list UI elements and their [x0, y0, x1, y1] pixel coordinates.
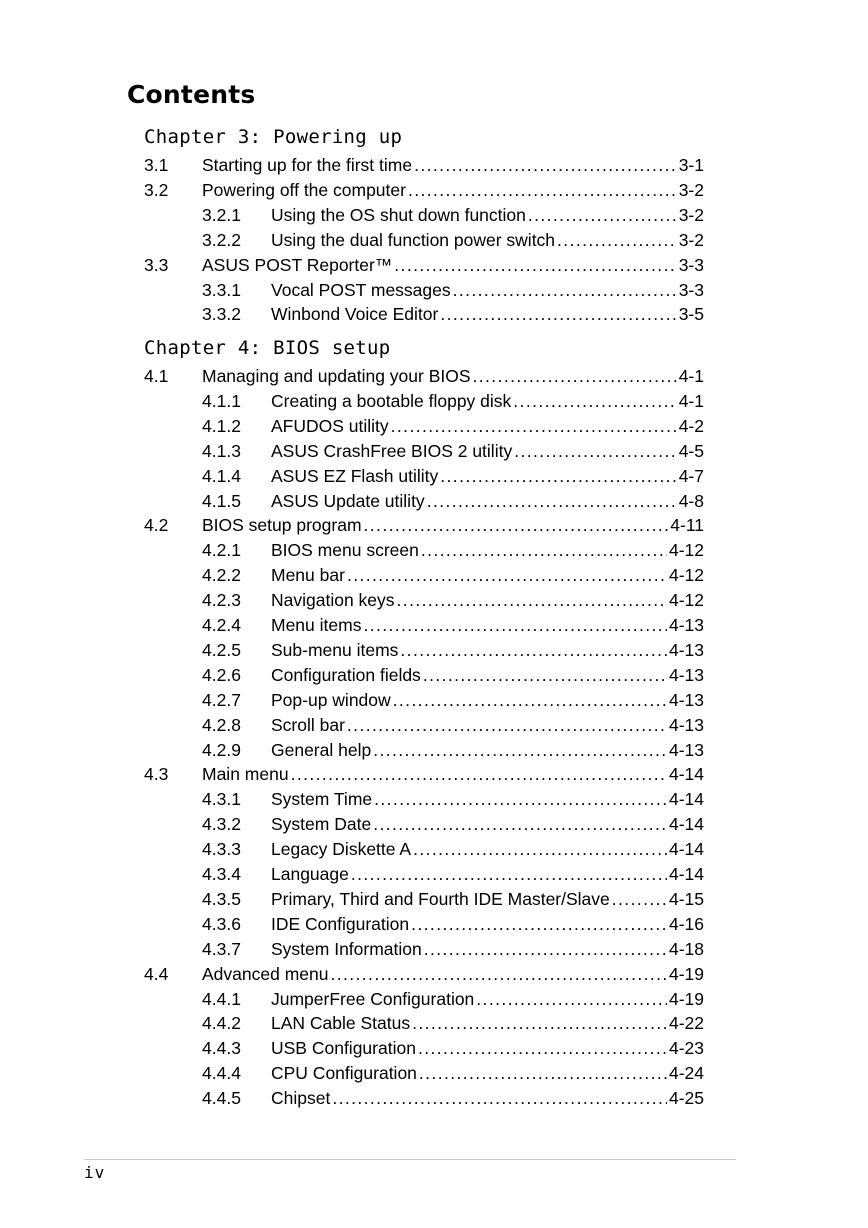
section-number: 4.3.6	[202, 913, 241, 934]
section-title: System Date	[271, 814, 372, 835]
section-title: CPU Configuration	[271, 1063, 417, 1084]
page-reference: 4-14	[668, 839, 704, 860]
page-reference: 4-25	[668, 1088, 704, 1109]
section-number: 4.1.2	[202, 415, 241, 436]
section-title: Using the OS shut down function	[271, 204, 526, 225]
section-title: Primary, Third and Fourth IDE Master/Slave	[271, 888, 610, 909]
section-title: JumperFree Configuration	[271, 988, 475, 1009]
page-reference: 4-12	[668, 590, 704, 611]
section-title: Configuration fields	[271, 664, 421, 685]
toc-entry[interactable]	[0, 688, 868, 712]
section-number: 3.3.2	[202, 304, 241, 325]
toc-entry[interactable]	[0, 414, 868, 438]
toc-entry[interactable]	[0, 987, 868, 1011]
page-reference: 4-14	[668, 814, 704, 835]
dot-leader	[363, 613, 667, 637]
toc-entry[interactable]	[0, 937, 868, 961]
page-reference: 4-24	[668, 1063, 704, 1084]
toc-entry[interactable]	[0, 1086, 868, 1110]
section-title: BIOS setup program	[202, 515, 362, 536]
toc-entry[interactable]	[0, 638, 868, 662]
page-reference: 4-1	[678, 366, 704, 386]
dot-leader	[419, 1061, 667, 1085]
dot-leader	[513, 389, 676, 413]
toc-entry[interactable]	[0, 1011, 868, 1035]
page-reference: 4-22	[668, 1013, 704, 1034]
page-reference: 4-14	[668, 764, 704, 785]
section-number: 4.2.9	[202, 739, 241, 760]
dot-leader	[393, 688, 667, 712]
page-reference: 4-16	[668, 913, 704, 934]
dot-leader	[427, 489, 677, 513]
toc-entry[interactable]	[0, 513, 868, 537]
toc-entry[interactable]	[0, 588, 868, 612]
page-reference: 4-2	[678, 415, 704, 436]
page-reference: 4-12	[668, 540, 704, 561]
page-reference: 4-13	[668, 639, 704, 660]
toc-entry[interactable]	[0, 837, 868, 861]
dot-leader	[332, 1086, 667, 1110]
toc-entry[interactable]	[0, 489, 868, 513]
dot-leader	[411, 912, 667, 936]
page-reference: 3-5	[678, 304, 704, 325]
section-title: Menu items	[271, 615, 362, 635]
toc-entry[interactable]	[0, 812, 868, 836]
section-number: 4.2.3	[202, 590, 241, 611]
section-number: 4.2.4	[202, 615, 241, 635]
section-title: Chipset	[271, 1088, 331, 1109]
section-number: 4.4	[144, 963, 169, 984]
footer-page-number: iv	[84, 1163, 106, 1182]
dot-leader	[412, 1011, 667, 1035]
dot-leader	[440, 464, 676, 488]
section-title: General help	[271, 739, 372, 760]
section-number: 4.2.8	[202, 714, 241, 735]
dot-leader	[397, 588, 667, 612]
page-reference: 3-2	[678, 229, 704, 250]
dot-leader	[424, 937, 667, 961]
toc-entry[interactable]	[0, 538, 868, 562]
section-number: 3.3	[144, 254, 169, 275]
page-reference: 4-12	[668, 565, 704, 586]
page-reference: 3-2	[678, 179, 704, 200]
toc-entry[interactable]	[0, 787, 868, 811]
toc-entry[interactable]	[0, 389, 868, 413]
page-reference: 3-3	[678, 254, 704, 275]
section-title: Legacy Diskette A	[271, 839, 412, 860]
toc-entry[interactable]	[0, 464, 868, 488]
page-reference: 4-11	[670, 515, 704, 536]
section-title: LAN Cable Status	[271, 1013, 411, 1034]
section-title: Main menu	[202, 764, 289, 785]
section-title: Sub-menu items	[271, 639, 399, 660]
toc-entry[interactable]	[0, 228, 868, 252]
section-title: Menu bar	[271, 565, 345, 586]
section-title: USB Configuration	[271, 1038, 416, 1059]
page-reference: 4-8	[678, 490, 704, 511]
toc-entry[interactable]	[0, 563, 868, 587]
dot-leader	[400, 638, 667, 662]
section-title: Pop-up window	[271, 689, 391, 710]
dot-leader	[440, 302, 676, 326]
section-number: 4.4.1	[202, 988, 241, 1009]
section-number: 4.3	[144, 764, 169, 785]
dot-leader	[374, 787, 667, 811]
section-number: 4.3.5	[202, 888, 241, 909]
section-title: ASUS EZ Flash utility	[271, 465, 439, 486]
page-reference: 4-13	[668, 664, 704, 685]
page-reference: 4-7	[678, 465, 704, 486]
dot-leader	[413, 837, 667, 861]
toc-entry[interactable]	[0, 1036, 868, 1060]
toc-entry[interactable]	[0, 153, 868, 177]
dot-leader	[330, 962, 666, 986]
section-title: System Time	[271, 789, 373, 810]
section-title: ASUS Update utility	[271, 490, 425, 511]
section-number: 4.1	[144, 366, 169, 386]
dot-leader	[528, 203, 677, 227]
toc-entry[interactable]	[0, 912, 868, 936]
dot-leader	[351, 862, 667, 886]
page-reference: 4-13	[668, 739, 704, 760]
section-number: 3.1	[144, 155, 169, 175]
page-reference: 4-19	[668, 988, 704, 1009]
section-number: 4.4.3	[202, 1038, 241, 1059]
toc-entry[interactable]	[0, 178, 868, 202]
toc-entry[interactable]	[0, 762, 868, 786]
dot-leader	[414, 153, 677, 177]
section-title: Language	[271, 864, 349, 884]
dot-leader	[347, 563, 667, 587]
section-title: ASUS POST Reporter™	[202, 254, 393, 275]
toc-entry[interactable]	[0, 253, 868, 277]
section-title: AFUDOS utility	[271, 415, 389, 436]
section-number: 4.3.3	[202, 839, 241, 860]
toc-entry[interactable]	[0, 713, 868, 737]
section-number: 4.4.5	[202, 1088, 241, 1109]
section-number: 3.2.1	[202, 204, 241, 225]
dot-leader	[476, 987, 667, 1011]
section-title: System Information	[271, 938, 422, 959]
page-reference: 4-13	[668, 714, 704, 735]
dot-leader	[373, 738, 667, 762]
dot-leader	[557, 228, 677, 252]
dot-leader	[373, 812, 667, 836]
section-title: Scroll bar	[271, 714, 345, 735]
section-number: 4.2.6	[202, 664, 241, 685]
section-number: 4.2	[144, 515, 169, 536]
chapter-4-heading: Chapter 4: BIOS setup	[144, 337, 391, 359]
page-reference: 4-13	[668, 615, 704, 635]
page-reference: 4-5	[678, 440, 704, 461]
toc-entry[interactable]	[0, 439, 868, 463]
dot-leader	[291, 762, 667, 786]
section-number: 4.2.1	[202, 540, 241, 561]
section-title: Advanced menu	[202, 963, 329, 984]
dot-leader	[453, 278, 677, 302]
page-reference: 3-3	[678, 279, 704, 300]
section-number: 4.1.4	[202, 465, 241, 486]
dot-leader	[347, 713, 667, 737]
section-title: ASUS CrashFree BIOS 2 utility	[271, 440, 513, 461]
toc-entry[interactable]	[0, 278, 868, 302]
section-title: Managing and updating your BIOS	[202, 366, 471, 386]
toc-entry[interactable]	[0, 302, 868, 326]
toc-entry[interactable]	[0, 862, 868, 886]
section-number: 4.3.7	[202, 938, 241, 959]
dot-leader	[391, 414, 677, 438]
section-title: Starting up for the first time	[202, 155, 413, 175]
page-reference: 4-19	[668, 963, 704, 984]
section-number: 4.1.5	[202, 490, 241, 511]
dot-leader	[364, 513, 669, 537]
section-number: 3.2	[144, 179, 169, 200]
dot-leader	[418, 1036, 667, 1060]
footer-divider	[84, 1159, 736, 1160]
section-number: 4.2.2	[202, 565, 241, 586]
section-number: 4.2.5	[202, 639, 241, 660]
section-number: 4.3.4	[202, 864, 241, 884]
section-title: BIOS menu screen	[271, 540, 419, 561]
section-title: Powering off the computer	[202, 179, 406, 200]
page-reference: 4-18	[668, 938, 704, 959]
section-number: 3.3.1	[202, 279, 241, 300]
toc-entry[interactable]	[0, 738, 868, 762]
toc-entry[interactable]	[0, 1061, 868, 1085]
page-reference: 4-15	[668, 888, 704, 909]
dot-leader	[514, 439, 677, 463]
section-title: Navigation keys	[271, 590, 395, 611]
toc-entry[interactable]	[0, 962, 868, 986]
section-number: 4.1.1	[202, 390, 241, 411]
dot-leader	[408, 178, 677, 202]
section-title: Using the dual function power switch	[271, 229, 556, 250]
section-title: IDE Configuration	[271, 913, 410, 934]
page-reference: 3-1	[678, 155, 704, 175]
toc-entry[interactable]	[0, 364, 868, 388]
section-title: Vocal POST messages	[271, 279, 451, 300]
toc-entry[interactable]	[0, 663, 868, 687]
dot-leader	[612, 887, 667, 911]
section-title: Creating a bootable floppy disk	[271, 390, 512, 411]
toc-entry[interactable]	[0, 887, 868, 911]
dot-leader	[423, 663, 667, 687]
dot-leader	[394, 253, 676, 277]
page-reference: 4-14	[668, 864, 704, 884]
section-number: 4.4.2	[202, 1013, 241, 1034]
section-number: 4.3.2	[202, 814, 241, 835]
section-number: 4.1.3	[202, 440, 241, 461]
dot-leader	[473, 364, 677, 388]
section-number: 3.2.2	[202, 229, 241, 250]
page-reference: 4-23	[668, 1038, 704, 1059]
chapter-3-heading: Chapter 3: Powering up	[144, 126, 403, 148]
toc-entry[interactable]	[0, 613, 868, 637]
page-reference: 4-13	[668, 689, 704, 710]
toc-entry[interactable]	[0, 203, 868, 227]
page-reference: 4-1	[678, 390, 704, 411]
page-reference: 3-2	[678, 204, 704, 225]
section-number: 4.3.1	[202, 789, 241, 810]
page-reference: 4-14	[668, 789, 704, 810]
section-title: Winbond Voice Editor	[271, 304, 439, 325]
section-number: 4.2.7	[202, 689, 241, 710]
section-number: 4.4.4	[202, 1063, 241, 1084]
page-title: Contents	[127, 80, 256, 109]
dot-leader	[421, 538, 667, 562]
